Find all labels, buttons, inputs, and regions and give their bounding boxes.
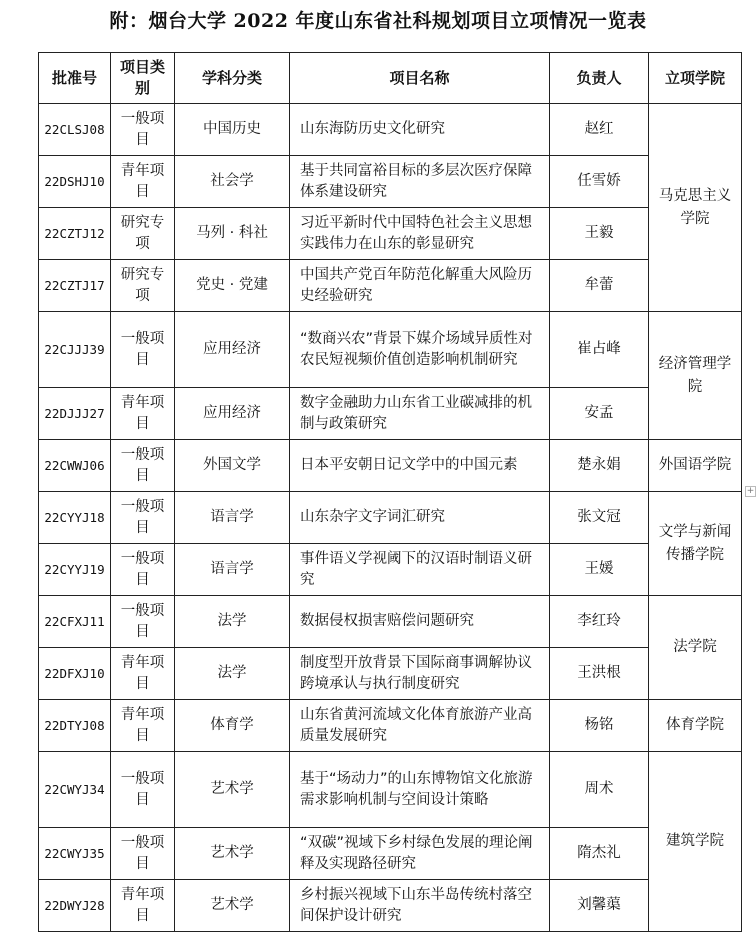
discipline-cell: 党史 · 党建 [175,260,290,312]
discipline-cell: 马列 · 科社 [175,208,290,260]
table-row [39,156,742,208]
leader-cell: 隋杰礼 [550,828,649,880]
approval-number-cell: 22CYYJ18 [39,492,111,544]
leader-cell: 王毅 [550,208,649,260]
project-name-cell: 乡村振兴视域下山东半岛传统村落空间保护设计研究 [290,880,550,932]
college-cell: 马克思主义学院 [649,104,742,312]
project-name-cell: 日本平安朝日记文学中的中国元素 [290,440,550,492]
table-row [39,492,742,544]
project-table [38,52,742,932]
header-leader: 负责人 [550,53,649,104]
approval-number-cell: 22CWWJ06 [39,440,111,492]
project-category-cell: 一般项目 [111,828,175,880]
discipline-cell: 体育学 [175,700,290,752]
leader-cell: 张文冠 [550,492,649,544]
approval-number-cell: 22DSHJ10 [39,156,111,208]
college-cell: 建筑学院 [649,752,742,932]
approval-number-cell: 22DFXJ10 [39,648,111,700]
project-name-cell: “数商兴农”背景下媒介场域异质性对农民短视频价值创造影响机制研究 [290,312,550,388]
discipline-cell: 应用经济 [175,388,290,440]
discipline-cell: 应用经济 [175,312,290,388]
approval-number-cell: 22DWYJ28 [39,880,111,932]
table-row [39,544,742,596]
approval-number-cell: 22CLSJ08 [39,104,111,156]
header-project-category: 项目类别 [111,53,175,104]
project-category-cell: 一般项目 [111,104,175,156]
leader-cell: 任雪娇 [550,156,649,208]
college-cell: 文学与新闻传播学院 [649,492,742,596]
project-name-cell: 数字金融助力山东省工业碳减排的机制与政策研究 [290,388,550,440]
project-name-cell: 制度型开放背景下国际商事调解协议跨境承认与执行制度研究 [290,648,550,700]
leader-cell: 安孟 [550,388,649,440]
approval-number-cell: 22CFXJ11 [39,596,111,648]
college-cell: 外国语学院 [649,440,742,492]
header-approval-number: 批准号 [39,53,111,104]
project-category-cell: 一般项目 [111,544,175,596]
project-name-cell: 山东杂字文字词汇研究 [290,492,550,544]
table-row [39,208,742,260]
project-name-cell: 数据侵权损害赔偿问题研究 [290,596,550,648]
table-row [39,880,742,932]
approval-number-cell: 22CYYJ19 [39,544,111,596]
leader-cell: 崔占峰 [550,312,649,388]
project-name-cell: 中国共产党百年防范化解重大风险历史经验研究 [290,260,550,312]
approval-number-cell: 22CJJJ39 [39,312,111,388]
project-category-cell: 一般项目 [111,492,175,544]
project-category-cell: 青年项目 [111,880,175,932]
approval-number-cell: 22CZTJ17 [39,260,111,312]
project-category-cell: 一般项目 [111,312,175,388]
discipline-cell: 社会学 [175,156,290,208]
discipline-cell: 艺术学 [175,752,290,828]
discipline-cell: 艺术学 [175,880,290,932]
header-project-name: 项目名称 [290,53,550,104]
table-row [39,596,742,648]
project-category-cell: 一般项目 [111,596,175,648]
page-title: 附：烟台大学 2022 年度山东省社科规划项目立项情况一览表 [109,10,647,32]
project-category-cell: 青年项目 [111,700,175,752]
project-category-cell: 一般项目 [111,440,175,492]
header-discipline: 学科分类 [175,53,290,104]
project-category-cell: 一般项目 [111,752,175,828]
approval-number-cell: 22DTYJ08 [39,700,111,752]
approval-number-cell: 22CZTJ12 [39,208,111,260]
project-category-cell: 研究专项 [111,208,175,260]
expand-icon[interactable]: + [746,486,755,496]
leader-cell: 杨铭 [550,700,649,752]
project-category-cell: 青年项目 [111,388,175,440]
discipline-cell: 艺术学 [175,828,290,880]
approval-number-cell: 22CWYJ35 [39,828,111,880]
college-cell: 经济管理学院 [649,312,742,440]
leader-cell: 李红玲 [550,596,649,648]
table-row [39,312,742,388]
table-row [39,104,742,156]
leader-cell: 王媛 [550,544,649,596]
project-name-cell: 基于“场动力”的山东博物馆文化旅游需求影响机制与空间设计策略 [290,752,550,828]
discipline-cell: 语言学 [175,544,290,596]
leader-cell: 周术 [550,752,649,828]
discipline-cell: 法学 [175,648,290,700]
table-row [39,388,742,440]
discipline-cell: 外国文学 [175,440,290,492]
discipline-cell: 中国历史 [175,104,290,156]
leader-cell: 赵红 [550,104,649,156]
project-category-cell: 青年项目 [111,156,175,208]
table-row [39,260,742,312]
table-row [39,700,742,752]
leader-cell: 楚永娟 [550,440,649,492]
table-header-row [39,53,742,104]
project-name-cell: 山东海防历史文化研究 [290,104,550,156]
project-name-cell: “双碳”视域下乡村绿色发展的理论阐释及实现路径研究 [290,828,550,880]
leader-cell: 牟蕾 [550,260,649,312]
project-name-cell: 事件语义学视阈下的汉语时制语义研究 [290,544,550,596]
project-name-cell: 习近平新时代中国特色社会主义思想实践伟力在山东的彰显研究 [290,208,550,260]
discipline-cell: 法学 [175,596,290,648]
approval-number-cell: 22CWYJ34 [39,752,111,828]
table-row [39,440,742,492]
project-name-cell: 山东省黄河流域文化体育旅游产业高质量发展研究 [290,700,550,752]
college-cell: 体育学院 [649,700,742,752]
project-category-cell: 青年项目 [111,648,175,700]
table-row [39,648,742,700]
project-category-cell: 研究专项 [111,260,175,312]
table-body [39,104,742,932]
table-row [39,828,742,880]
college-cell: 法学院 [649,596,742,700]
table-row [39,752,742,828]
leader-cell: 刘馨蕖 [550,880,649,932]
project-name-cell: 基于共同富裕目标的多层次医疗保障体系建设研究 [290,156,550,208]
leader-cell: 王洪根 [550,648,649,700]
approval-number-cell: 22DJJJ27 [39,388,111,440]
header-college: 立项学院 [649,53,742,104]
discipline-cell: 语言学 [175,492,290,544]
